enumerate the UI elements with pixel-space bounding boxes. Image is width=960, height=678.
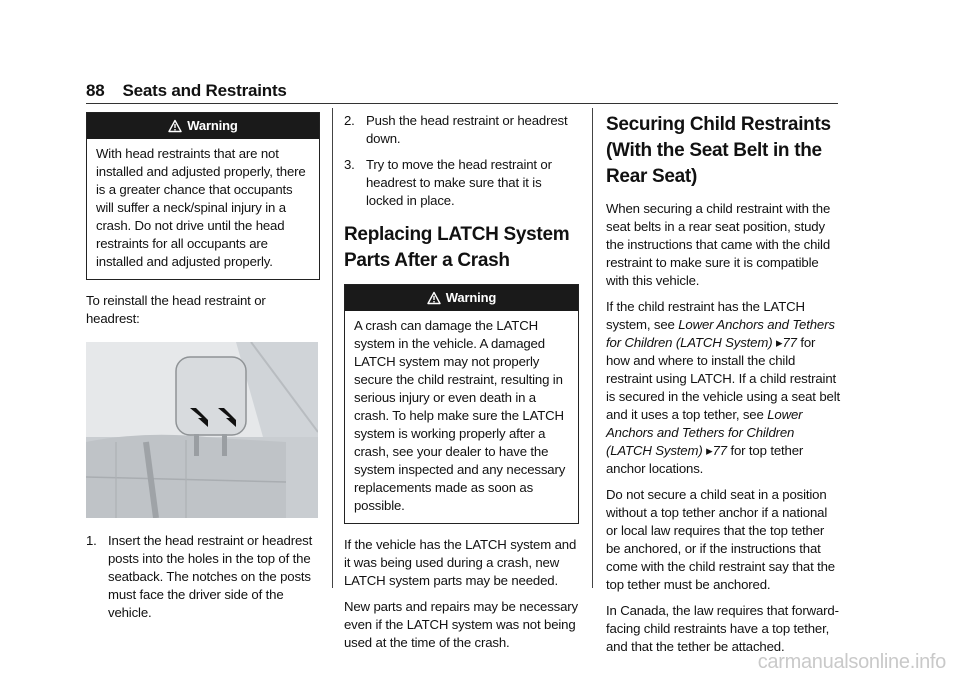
warning-label: Warning	[187, 118, 238, 133]
warning-icon	[427, 291, 441, 305]
paragraph: When securing a child restraint with the seat belts in a rear seat position, study the instructions that came with the child restraint to make sure it is compatible with this vehicle.	[606, 201, 831, 288]
warning-header	[345, 285, 578, 311]
warning-label: Warning	[445, 290, 497, 305]
cross-reference[interactable]: Lower Anchors and Tethers for Children (LATCH System)	[606, 317, 835, 350]
page-header	[86, 81, 287, 101]
page-reference[interactable]: 77	[782, 335, 797, 350]
column-2	[344, 112, 579, 660]
page-number: 88	[86, 81, 105, 100]
warning-text: With head restraints that are not installed and adjusted properly, there is a greater chance that occupants will suffer a neck/spinal injury in a crash. Do not drive until the head restraints for all occupants are installed and adjusted properly.	[96, 146, 306, 269]
section-heading: Securing Child Restraints (With the Seat Belt in the Rear Seat)	[606, 114, 831, 187]
warning-box	[344, 284, 579, 524]
steps-list	[86, 532, 320, 622]
list-item: 2. Push the head restraint or headrest down.	[344, 113, 568, 146]
cross-reference[interactable]: Lower Anchors and Tethers for Children (LATCH System)	[606, 407, 803, 458]
paragraph: If the child restraint has the LATCH system, see Lower Anchors and Tethers for Children (LATCH System) ▸77 for how and where to install the child restraint using LATCH. If a child restraint is secured in the vehicle using a seat belt and it uses a top tether, see Lower Anchors and Tethers for Children (LATCH System) ▸77 for top tether anchor locations.	[606, 299, 840, 476]
paragraph: In Canada, the law requires that forward-facing child restraints have a top tether, and that the tether be attached.	[606, 603, 839, 654]
page-reference[interactable]: 77	[712, 443, 727, 458]
warning-icon	[168, 119, 182, 133]
column-3	[606, 112, 842, 664]
section-title: Seats and Restraints	[122, 81, 287, 100]
column-divider	[592, 108, 593, 588]
paragraph: Do not secure a child seat in a position without a top tether anchor if a national or local law requires that the top tether be anchored, or if the instructions that come with the child restraint say that the top tether must be anchored.	[606, 487, 835, 592]
header-rule	[86, 103, 838, 104]
list-item: 3. Try to move the head restraint or headrest to make sure that it is locked in place.	[344, 157, 552, 208]
warning-header	[87, 113, 319, 139]
warning-text: A crash can damage the LATCH system in the vehicle. A damaged LATCH system may not properly secure the child restraint, resulting in serious injury or even death in a crash. To help make sure the LATCH system is working properly after a crash, see your dealer to have the system inspected and any necessary replacements made as soon as possible.	[354, 318, 566, 513]
column-divider	[332, 108, 333, 588]
paragraph: If the vehicle has the LATCH system and it was being used during a crash, new LATCH system parts may be needed.	[344, 537, 577, 588]
page-ref-icon: ▸	[775, 335, 783, 350]
paragraph: New parts and repairs may be necessary even if the LATCH system was not being used at the time of the crash.	[344, 599, 578, 650]
warning-box	[86, 112, 320, 280]
head-restraint-illustration	[86, 342, 318, 518]
list-item: 1. Insert the head restraint or headrest posts into the holes in the top of the seatback. The notches on the posts must face the driver side of the vehicle.	[86, 533, 313, 620]
intro-text: To reinstall the head restraint or headrest:	[86, 293, 266, 326]
watermark: carmanualsonline.info	[757, 651, 946, 673]
column-1	[86, 112, 320, 630]
steps-list	[344, 112, 579, 210]
section-heading: Replacing LATCH System Parts After a Crash	[344, 224, 570, 271]
page-ref-icon: ▸	[706, 443, 713, 458]
